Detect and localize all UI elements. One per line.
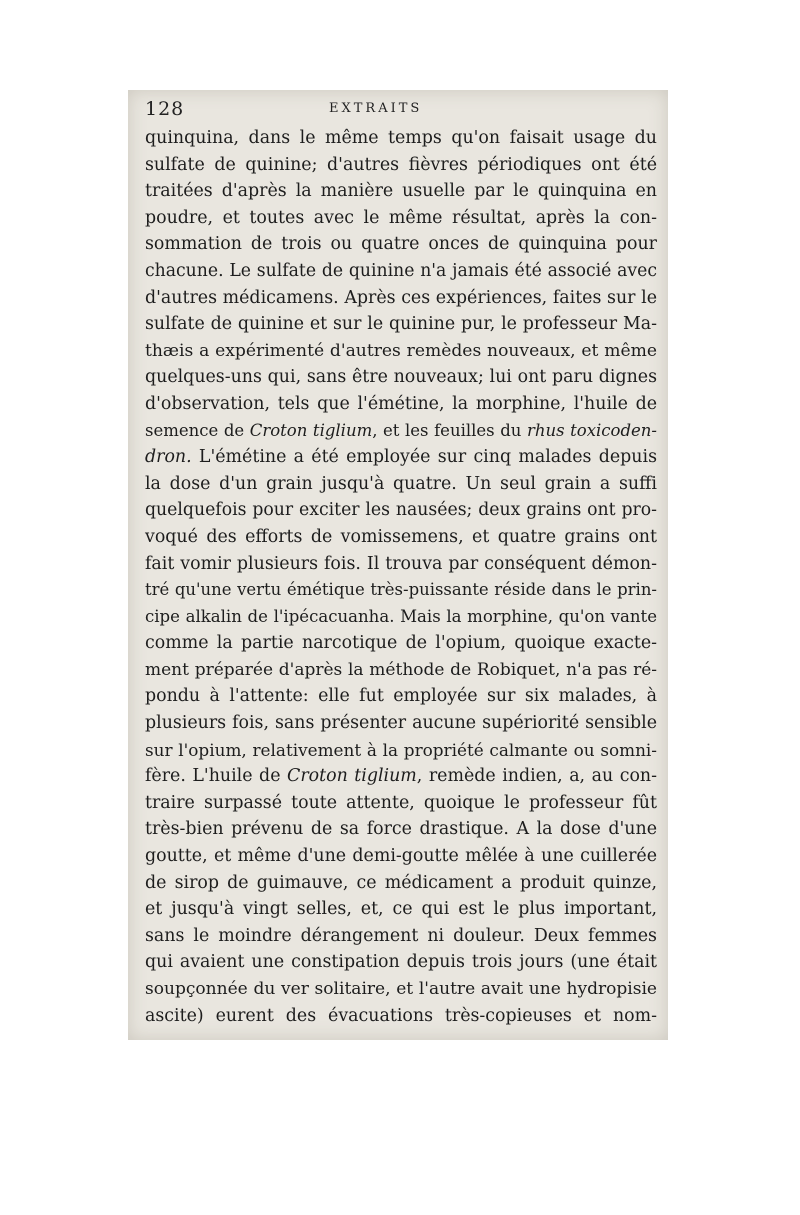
text-line: fère. L'huile de Croton tiglium, remède indien, a, au con- <box>145 766 657 787</box>
text-line: quelques-uns qui, sans être nouveaux; lui ont paru dignes <box>145 367 657 388</box>
text-line: pondu à l'attente: elle fut employée sur six malades, à <box>145 686 657 707</box>
text-line: sans le moindre dérangement ni douleur. Deux femmes <box>145 925 657 946</box>
text-line: ment préparée d'après la méthode de Robiquet, n'a pas ré- <box>145 659 657 680</box>
page-header <box>145 98 665 122</box>
text-line: la dose d'un grain jusqu'à quatre. Un seul grain a suffi <box>145 473 657 494</box>
text-line: quinquina, dans le même temps qu'on faisait usage du <box>145 128 657 148</box>
text-line: tré qu'une vertu émétique très-puissante réside dans le prin- <box>145 580 657 600</box>
text-line: traitées d'après la manière usuelle par le quinquina en <box>145 181 657 202</box>
text-line: de sirop de guimauve, ce médicament a produit quinze, <box>145 872 657 893</box>
text-line: quelquefois pour exciter les nausées; deux grains ont pro- <box>145 500 657 521</box>
text-line: semence de Croton tiglium, et les feuilles du rhus toxicoden- <box>145 420 657 440</box>
text-line: voqué des efforts de vomissemens, et quatre grains ont <box>145 526 657 547</box>
text-line: poudre, et toutes avec le même résultat, après la con- <box>145 207 657 228</box>
text-line: thæis a expérimenté d'autres remèdes nouveaux, et même <box>145 340 657 361</box>
text-line: d'observation, tels que l'émétine, la morphine, l'huile de <box>145 393 657 414</box>
text-line: cipe alkalin de l'ipécacuanha. Mais la morphine, qu'on vante <box>145 606 657 626</box>
text-line: sommation de trois ou quatre onces de quinquina pour <box>145 234 657 255</box>
text-line: sulfate de quinine et sur le quinine pur, le professeur Ma- <box>145 314 657 335</box>
text-line: qui avaient une constipation depuis trois jours (une était <box>145 952 657 973</box>
text-line: et jusqu'à vingt selles, et, ce qui est le plus important, <box>145 899 657 920</box>
text-line: comme la partie narcotique de l'opium, quoique exacte- <box>145 633 657 654</box>
text-line: fait vomir plusieurs fois. Il trouva par conséquent démon- <box>145 553 657 574</box>
text-line: sulfate de quinine; d'autres fièvres périodiques ont été <box>145 154 657 175</box>
text-line: soupçonnée du ver solitaire, et l'autre avait une hydropisie <box>145 979 657 999</box>
page-number: 128 <box>145 98 185 120</box>
text-line: dron. L'émétine a été employée sur cinq malades depuis <box>145 447 657 468</box>
text-line: plusieurs fois, sans présenter aucune supériorité sensible <box>145 713 657 734</box>
text-line: chacune. Le sulfate de quinine n'a jamais été associé avec <box>145 260 657 281</box>
text-line: goutte, et même d'une demi-goutte mêlée à une cuillerée <box>145 846 657 867</box>
running-head: EXTRAITS <box>329 101 423 116</box>
text-line: traire surpassé toute attente, quoique le professeur fût <box>145 792 657 813</box>
text-line: ascite) eurent des évacuations très-copieuses et nom- <box>145 1005 657 1026</box>
body-text <box>145 125 657 1029</box>
text-line: d'autres médicamens. Après ces expériences, faites sur le <box>145 287 657 308</box>
text-line: sur l'opium, relativement à la propriété calmante ou somni- <box>145 739 657 760</box>
text-line: très-bien prévenu de sa force drastique. A la dose d'une <box>145 819 657 840</box>
